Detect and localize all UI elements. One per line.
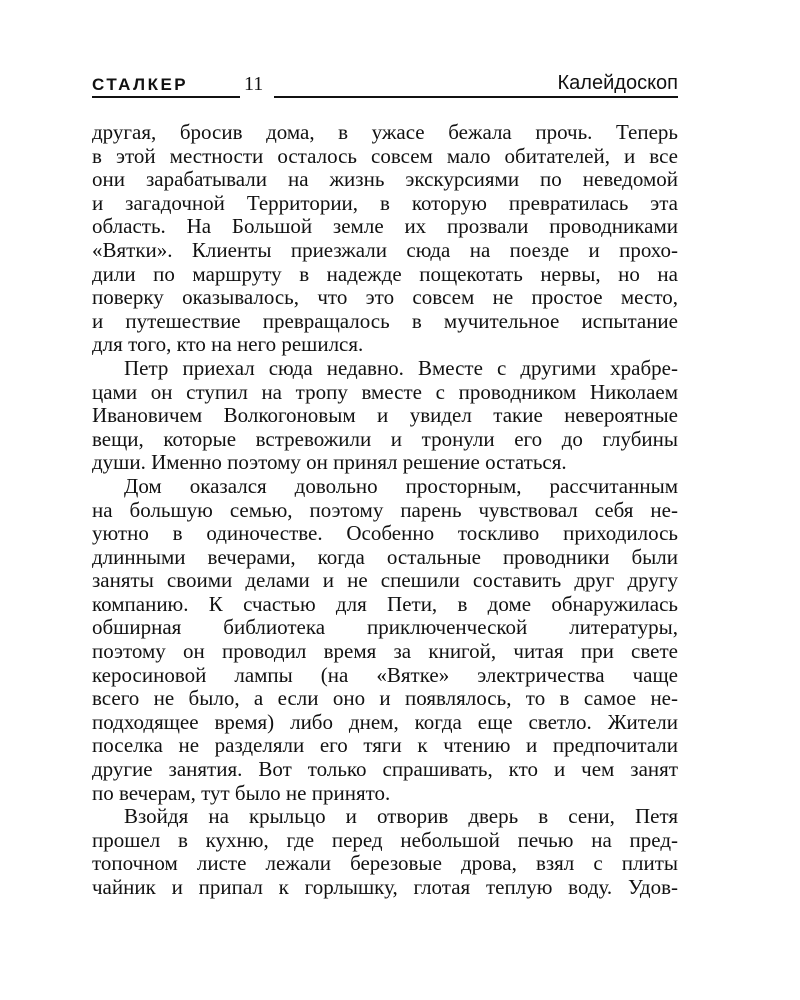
text-line: Ивановичем Волкогоновым и увидел такие невероятные [92,403,678,428]
text-line: область. На Большой земле их прозвали проводниками [92,214,678,239]
text-line: в этой местности осталось совсем мало обитателей, и все [92,143,678,168]
text-line: компанию. К счастью для Пети, в доме обнаружилась [92,591,678,616]
paragraph-last-line: для того, кто на него решился. [92,332,364,357]
text-line: дили по маршруту в надежде пощекотать нервы, но на [92,261,678,286]
header-rule-right [274,96,678,98]
text-line: поверку оказывалось, что это совсем не простое место, [92,285,678,310]
paragraph-last-line: души. Именно поэтому он принял решение остаться. [92,450,567,475]
text-line: чайник и припал к горлышку, глотая теплую воду. Удов- [92,875,678,899]
text-line: вещи, которые встревожили и тронули его до глубины [92,426,678,451]
header-rule-left [92,96,240,98]
series-title: СТАЛКЕР [92,75,189,94]
text-line: прошел в кухню, где перед небольшой печью на пред- [92,827,678,852]
text-line: обширная библиотека приключенческой литературы, [92,615,678,640]
text-line: другие занятия. Вот только спрашивать, кто и чем занят [92,757,678,782]
paragraph-first-line: Взойдя на крыльцо и отворив дверь в сени, Петя [124,804,678,829]
text-line: поэтому он проводил время за книгой, читая при свете [92,639,678,664]
text-line: уютно в одиночестве. Особенно тоскливо приходилось [92,521,678,546]
text-line: на большую семью, поэтому парень чувствовал себя не- [92,497,678,522]
paragraph-first-line: Петр приехал сюда недавно. Вместе с другими храбре- [124,355,678,380]
paragraph-last-line: по вечерам, тут было не принято. [92,780,391,805]
paragraph-first-line: Дом оказался довольно просторным, рассчитанным [124,473,678,498]
text-line: поселка не разделяли его тяги к чтению и предпочитали [92,733,678,758]
page-number: 11 [244,73,264,95]
text-line: «Вятки». Клиенты приезжали сюда на поезде и прохо- [92,237,678,262]
text-line: заняты своими делами и не спешили составить друг другу [92,568,678,593]
text-line: другая, бросив дома, в ужасе бежала прочь. Теперь [92,120,678,144]
text-line: всего не было, а если оно и появлялось, то в самое не- [92,686,678,711]
text-line: топочном листе лежали березовые дрова, взял с плиты [92,851,678,876]
body-text [92,121,678,900]
section-title: Калейдоскоп [557,72,678,94]
text-line: и загадочной Территории, в которую превратилась эта [92,190,678,215]
text-line: и путешествие превращалось в мучительное испытание [92,308,678,333]
text-line: длинными вечерами, когда остальные проводники были [92,544,678,569]
running-header [92,72,678,100]
text-line: они зарабатывали на жизнь экскурсиями по неведомой [92,167,678,192]
text-line: цами он ступил на тропу вместе с проводником Николаем [92,379,678,404]
text-line: керосиновой лампы (на «Вятке» электричества чаще [92,662,678,687]
text-line: подходящее время) либо днем, когда еще светло. Жители [92,709,678,734]
